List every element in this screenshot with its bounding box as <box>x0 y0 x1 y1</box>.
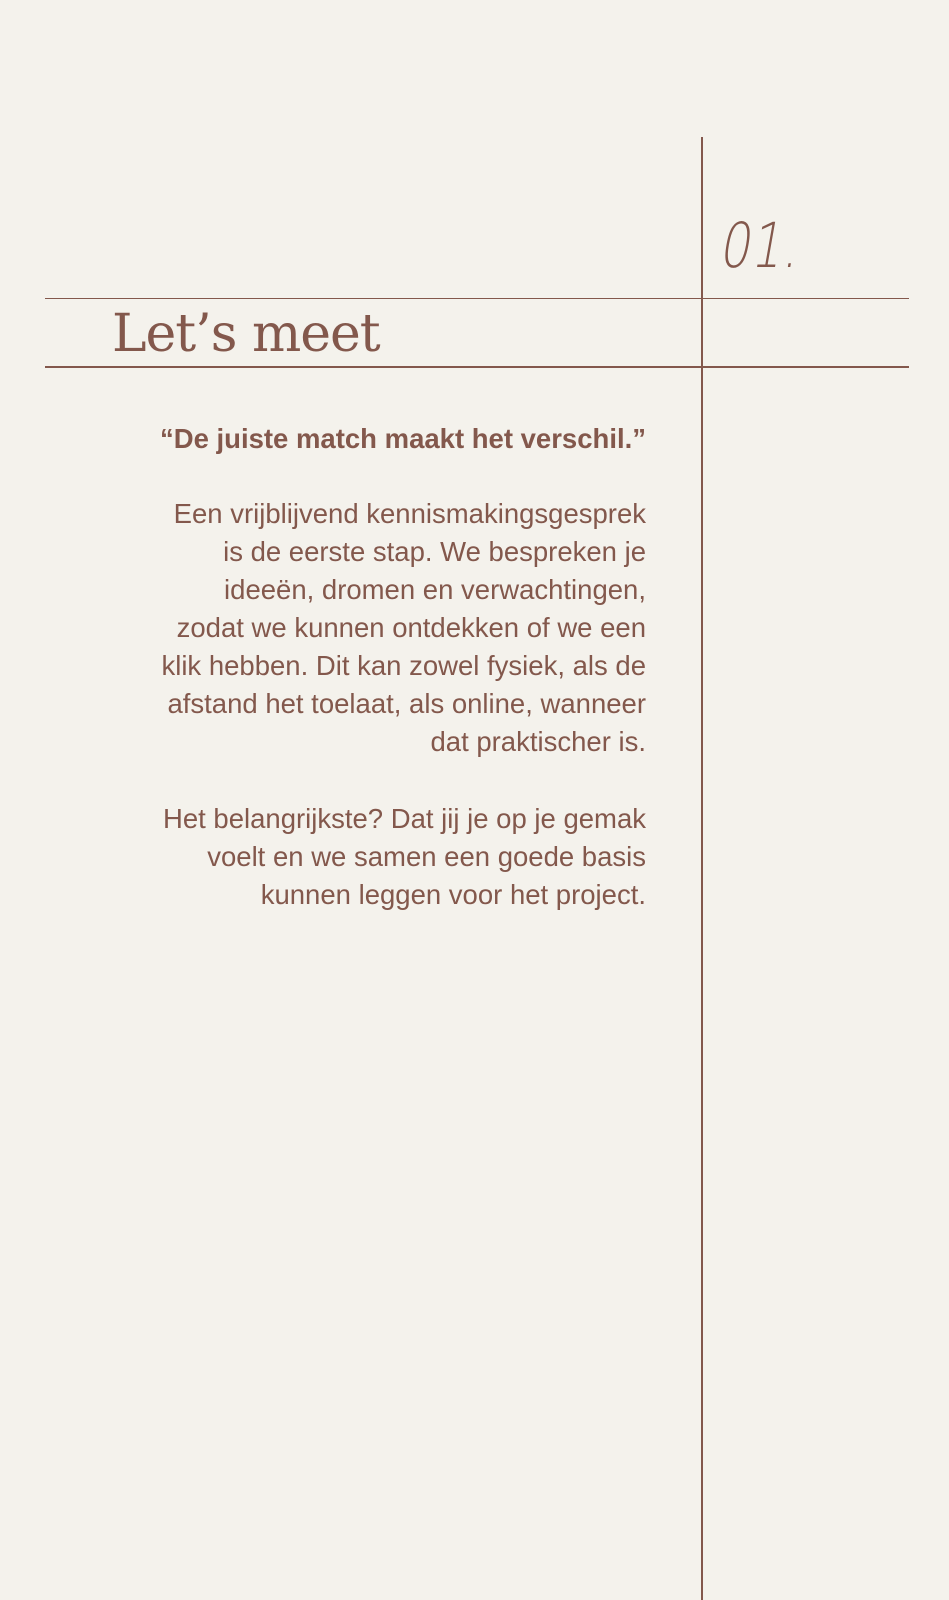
paragraph-line: dat praktischer is. <box>430 726 646 757</box>
title-top-rule <box>45 298 909 299</box>
step-number: 01. <box>715 209 808 282</box>
paragraph-intro <box>86 495 646 761</box>
paragraph-line: afstand het toelaat, als online, wanneer <box>167 688 646 719</box>
paragraph-line: zodat we kunnen ontdekken of we een <box>176 612 646 643</box>
intro-quote: “De juiste match maakt het verschil.” <box>159 423 646 454</box>
title-bottom-rule <box>45 366 909 368</box>
paragraph-closing <box>86 800 646 914</box>
vertical-divider-line <box>701 137 703 1600</box>
paragraph-line: voelt en we samen een goede basis <box>207 841 646 872</box>
paragraph-line: is de eerste stap. We bespreken je <box>223 536 646 567</box>
paragraph-line: klik hebben. Dit kan zowel fysiek, als de <box>161 650 646 681</box>
paragraph-line: Het belangrijkste? Dat jij je op je gemak <box>162 803 646 834</box>
paragraph-line: ideeën, dromen en verwachtingen, <box>224 574 646 605</box>
page-title: Let’s meet <box>112 304 380 364</box>
paragraph-line: kunnen leggen voor het project. <box>260 879 646 910</box>
paragraph-line: Een vrijblijvend kennismakingsgesprek <box>173 498 646 529</box>
